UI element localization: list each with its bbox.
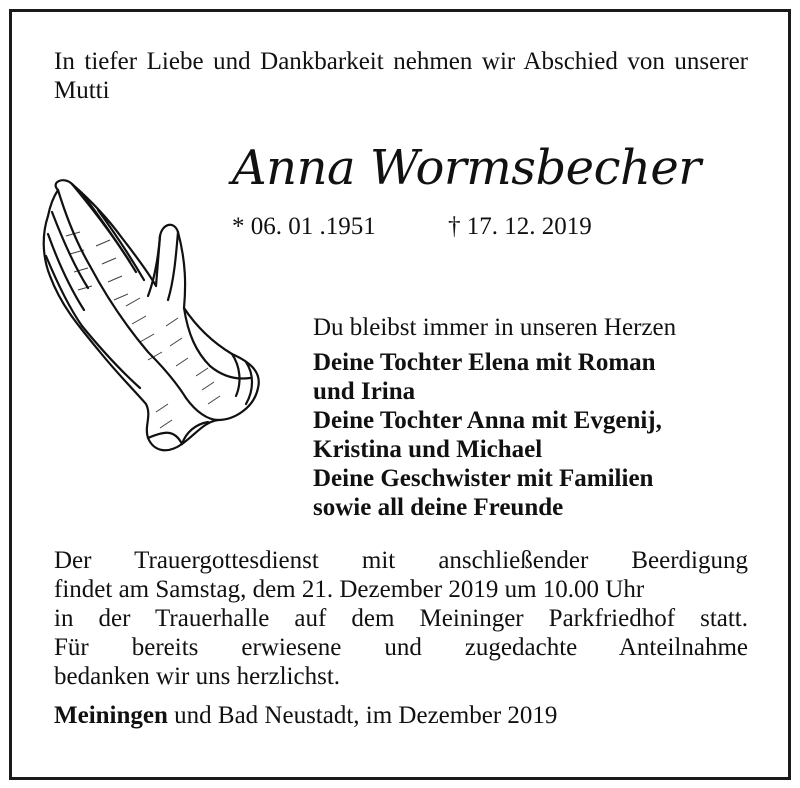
mourners-list <box>313 348 753 522</box>
mourner-line: Deine Geschwister mit Familien <box>313 465 654 492</box>
mourner-line: Kristina und Michael <box>313 436 543 463</box>
service-line: Für bereits erwiesene und zugedachte Anteilnahme <box>54 634 748 661</box>
service-line: bedanken wir uns herzlichst. <box>54 663 341 690</box>
death-date: † 17. 12. 2019 <box>448 213 592 240</box>
service-line: Der Trauergottesdienst mit anschließender Beerdigung <box>54 547 748 574</box>
mourner-line: und Irina <box>313 378 416 405</box>
service-line: findet am Samstag, dem 21. Dezember 2019 um 10.00 Uhr <box>54 576 645 603</box>
deceased-name: Anna Wormsbecher <box>232 140 701 196</box>
remembrance-line: Du bleibst immer in unseren Herzen <box>313 314 677 341</box>
mourner-line: Deine Tochter Anna mit Evgenij, <box>313 407 662 434</box>
service-info <box>54 546 748 691</box>
mourner-line: Deine Tochter Elena mit Roman <box>313 349 656 376</box>
mourner-line: sowie all deine Freunde <box>313 494 564 521</box>
praying-hands-icon <box>36 176 272 480</box>
birth-date: * 06. 01 .1951 <box>232 213 376 240</box>
service-line: in der Trauerhalle auf dem Meininger Parkfriedhof statt. <box>54 605 748 632</box>
place-bold: Meiningen <box>54 702 168 729</box>
place-rest: und Bad Neustadt, im Dezember 2019 <box>167 702 558 729</box>
place-date-line <box>54 701 557 730</box>
intro-text: In tiefer Liebe und Dankbarkeit nehmen wir Abschied von unserer Mutti <box>54 48 748 104</box>
